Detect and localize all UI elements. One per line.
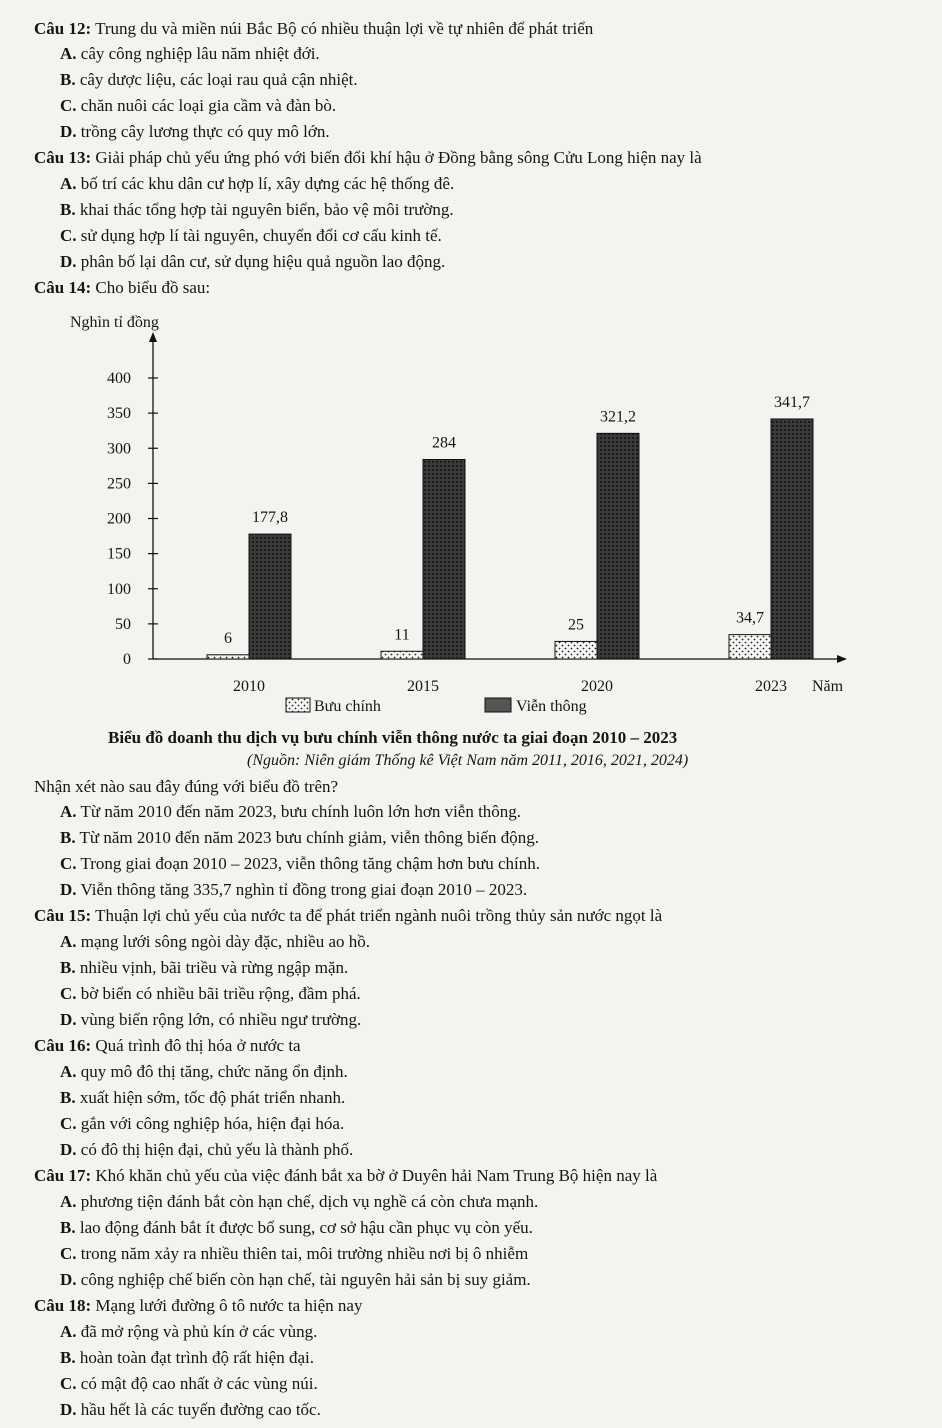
q14-option-d[interactable]: D. Viễn thông tăng 335,7 nghìn tỉ đồng trong giai đoạn 2010 – 2023. — [60, 880, 528, 899]
q16-option-b[interactable]: B. xuất hiện sớm, tốc độ phát triển nhanh. — [60, 1088, 346, 1107]
x-axis-title: Năm — [812, 678, 844, 695]
chart-source: (Nguồn: Niên giám Thống kê Việt Nam năm 2011, 2016, 2021, 2024) — [247, 752, 689, 769]
q15-option-a[interactable]: A. mạng lưới sông ngòi dày đặc, nhiều ao hồ. — [60, 932, 370, 951]
q15-text: Thuận lợi chủ yếu của nước ta để phát triển ngành nuôi trồng thủy sản nước ngọt là — [91, 906, 663, 925]
q14-option-b[interactable]: B. Từ năm 2010 đến năm 2023 bưu chính giảm, viễn thông biến động. — [60, 828, 539, 847]
q16-option-a[interactable]: A. quy mô đô thị tăng, chức năng ổn định. — [60, 1062, 348, 1081]
q14-stem — [34, 277, 210, 299]
bar-buu-chinh — [555, 641, 597, 659]
bar-buu-chinh — [381, 651, 423, 659]
q14-text: Cho biểu đồ sau: — [91, 278, 211, 297]
q12-text: Trung du và miền núi Bắc Bộ có nhiều thuận lợi về tự nhiên để phát triển — [91, 19, 594, 38]
q12-option-d[interactable]: D. trồng cây lương thực có quy mô lớn. — [60, 122, 330, 141]
bar-vien-thong — [423, 459, 465, 659]
y-tick-label: 300 — [107, 440, 131, 458]
data-label-vien-thong: 284 — [432, 434, 456, 452]
y-tick-label: 50 — [115, 615, 131, 633]
y-tick-label: 250 — [107, 475, 131, 493]
q17-option-c[interactable]: C. trong năm xảy ra nhiều thiên tai, môi trường nhiều nơi bị ô nhiễm — [60, 1244, 529, 1263]
q12-option-c[interactable]: C. chăn nuôi các loại gia cầm và đàn bò. — [60, 96, 337, 115]
q16-option-c[interactable]: C. gắn với công nghiệp hóa, hiện đại hóa. — [60, 1114, 345, 1133]
q18-option-c[interactable]: C. có mật độ cao nhất ở các vùng núi. — [60, 1374, 318, 1393]
q18-option-a[interactable]: A. đã mở rộng và phủ kín ở các vùng. — [60, 1322, 318, 1341]
q12-option-a[interactable]: A. cây công nghiệp lâu năm nhiệt đới. — [60, 44, 320, 63]
q17-option-b[interactable]: B. lao động đánh bắt ít được bổ sung, cơ sở hậu cần phục vụ còn yếu. — [60, 1218, 533, 1237]
y-tick-label: 200 — [107, 510, 131, 528]
y-tick-label: 100 — [107, 580, 131, 598]
bar-vien-thong — [597, 433, 639, 659]
y-axis-title: Nghìn tỉ đồng — [70, 314, 159, 331]
q14-option-a[interactable]: A. Từ năm 2010 đến năm 2023, bưu chính luôn lớn hơn viễn thông. — [60, 802, 522, 821]
q13-text: Giải pháp chủ yếu ứng phó với biến đổi khí hậu ở Đồng bằng sông Cửu Long hiện nay là — [91, 148, 702, 167]
q16-text: Quá trình đô thị hóa ở nước ta — [91, 1036, 301, 1055]
q15-option-c[interactable]: C. bờ biển có nhiều bãi triều rộng, đầm phá. — [60, 984, 361, 1003]
q16-number: Câu 16: — [34, 1036, 92, 1055]
data-label-buu-chinh: 34,7 — [736, 609, 764, 627]
legend-label-vien-thong: Viễn thông — [516, 698, 587, 715]
bar-vien-thong — [771, 419, 813, 659]
legend-swatch-vien-thong — [485, 698, 511, 712]
bar-vien-thong — [249, 534, 291, 659]
x-tick-label: 2020 — [581, 678, 613, 695]
y-tick-label: 400 — [107, 370, 131, 387]
data-label-vien-thong: 341,7 — [774, 393, 810, 411]
bar-buu-chinh — [729, 635, 771, 659]
x-tick-label: 2023 — [755, 678, 787, 695]
q14-prompt: Nhận xét nào sau đây đúng với biểu đồ trên? — [34, 777, 339, 796]
data-label-vien-thong: 321,2 — [600, 408, 636, 426]
q14-option-c[interactable]: C. Trong giai đoạn 2010 – 2023, viễn thông tăng chậm hơn bưu chính. — [60, 854, 541, 873]
chart-caption: Biểu đồ doanh thu dịch vụ bưu chính viễn thông nước ta giai đoạn 2010 – 2023 — [108, 728, 678, 747]
y-axis-arrow — [149, 332, 157, 342]
q18-option-d[interactable]: D. hầu hết là các tuyến đường cao tốc. — [60, 1400, 321, 1419]
q13-option-d[interactable]: D. phân bố lại dân cư, sử dụng hiệu quả nguồn lao động. — [60, 252, 446, 271]
q12-stem — [34, 18, 593, 40]
q15-number: Câu 15: — [34, 906, 92, 925]
bar-chart — [60, 305, 870, 725]
y-tick-label: 150 — [107, 545, 131, 563]
x-tick-label: 2015 — [407, 678, 439, 695]
x-axis-arrow — [837, 655, 847, 663]
q17-number: Câu 17: — [34, 1166, 92, 1185]
q17-stem — [34, 1165, 657, 1187]
q17-option-a[interactable]: A. phương tiện đánh bắt còn hạn chế, dịch vụ nghề cá còn chưa mạnh. — [60, 1192, 539, 1211]
legend-swatch-buu-chinh — [286, 698, 310, 712]
q15-option-d[interactable]: D. vùng biển rộng lớn, có nhiều ngư trường. — [60, 1010, 362, 1029]
q17-text: Khó khăn chủ yếu của việc đánh bắt xa bờ ở Duyên hải Nam Trung Bộ hiện nay là — [91, 1166, 658, 1185]
q15-stem — [34, 905, 662, 927]
q16-stem — [34, 1035, 301, 1057]
q13-stem — [34, 147, 702, 169]
data-label-buu-chinh: 11 — [394, 626, 410, 644]
q13-option-a[interactable]: A. bố trí các khu dân cư hợp lí, xây dựng các hệ thống đê. — [60, 174, 455, 193]
q17-option-d[interactable]: D. công nghiệp chế biến còn hạn chế, tài nguyên hải sản bị suy giảm. — [60, 1270, 531, 1289]
x-tick-label: 2010 — [233, 678, 265, 695]
q13-option-c[interactable]: C. sử dụng hợp lí tài nguyên, chuyển đổi cơ cấu kinh tế. — [60, 226, 442, 245]
q15-option-b[interactable]: B. nhiều vịnh, bãi triều và rừng ngập mặn. — [60, 958, 349, 977]
y-tick-label: 0 — [123, 651, 131, 668]
data-label-buu-chinh: 6 — [224, 629, 232, 647]
q18-number: Câu 18: — [34, 1296, 92, 1315]
q13-number: Câu 13: — [34, 148, 92, 167]
data-label-buu-chinh: 25 — [568, 616, 584, 634]
q18-stem — [34, 1295, 362, 1317]
q14-number: Câu 14: — [34, 278, 92, 297]
bar-buu-chinh — [207, 655, 249, 659]
q18-text: Mạng lưới đường ô tô nước ta hiện nay — [91, 1296, 363, 1315]
q12-number: Câu 12: — [34, 19, 92, 38]
q18-option-b[interactable]: B. hoàn toàn đạt trình độ rất hiện đại. — [60, 1348, 315, 1367]
q16-option-d[interactable]: D. có đô thị hiện đại, chủ yếu là thành phố. — [60, 1140, 354, 1159]
data-label-vien-thong: 177,8 — [252, 509, 288, 527]
legend-label-buu-chinh: Bưu chính — [314, 698, 381, 715]
q13-option-b[interactable]: B. khai thác tổng hợp tài nguyên biển, bảo vệ môi trường. — [60, 200, 454, 219]
q12-option-b[interactable]: B. cây dược liệu, các loại rau quả cận nhiệt. — [60, 70, 358, 89]
y-tick-label: 350 — [107, 405, 131, 423]
